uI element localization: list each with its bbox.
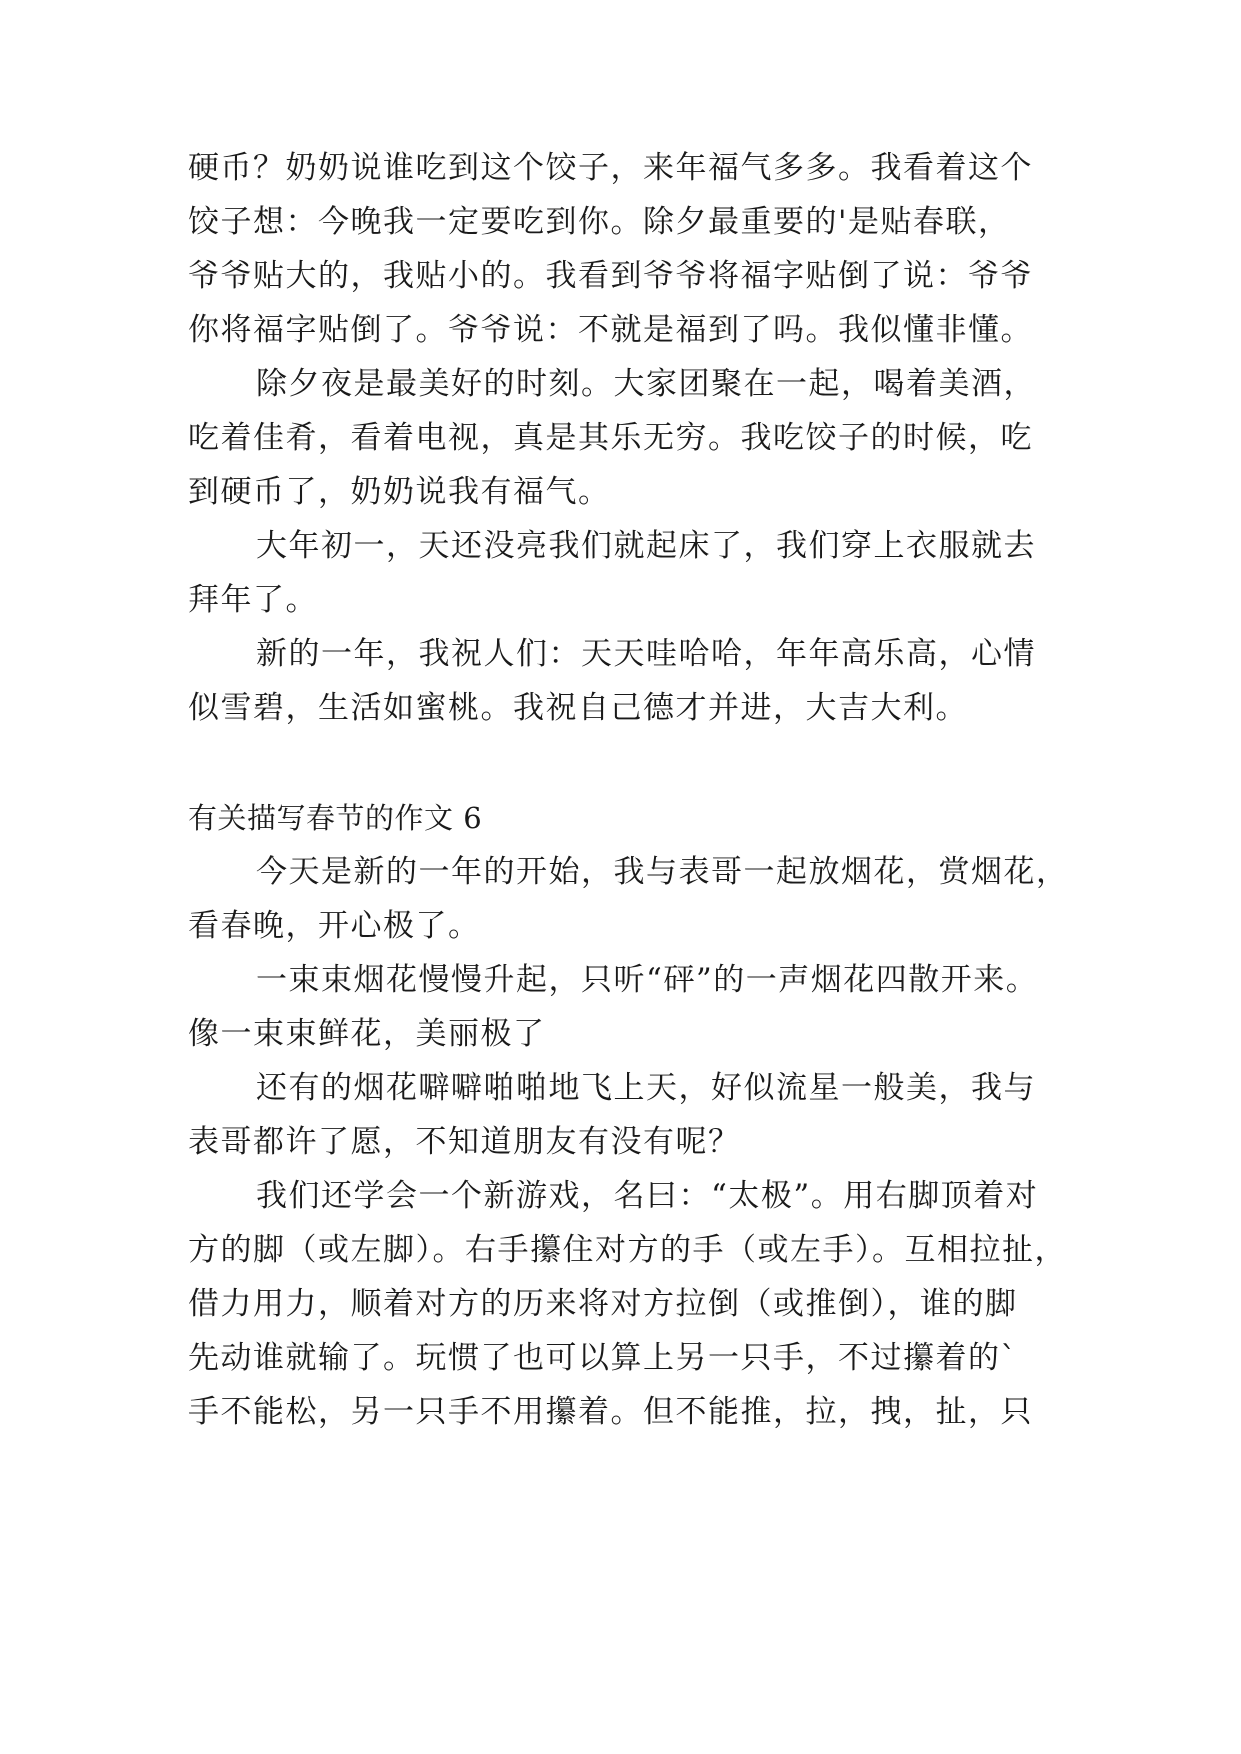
text-line: 新的一年，我祝人们：天天哇哈哈，年年高乐高，心情: [256, 636, 1036, 672]
text-line: 硬币？奶奶说谁吃到这个饺子，来年福气多多。我看着这个: [188, 150, 1033, 186]
text-line: 方的脚（或左脚）。右手攥住对方的手（或左手）。互相拉扯，: [188, 1232, 1067, 1268]
text-line: 爷爷贴大的，我贴小的。我看到爷爷将福字贴倒了说：爷爷: [188, 258, 1033, 294]
text-line: 你将福字贴倒了。爷爷说：不就是福到了吗。我似懂非懂。: [188, 312, 1033, 348]
text-line: 拜年了。: [188, 582, 318, 618]
text-line: 饺子想：今晚我一定要吃到你。除夕最重要的'是贴春联，: [188, 204, 1011, 240]
text-line: 今天是新的一年的开始，我与表哥一起放烟花，赏烟花，: [256, 854, 1069, 890]
text-line: 大年初一，天还没亮我们就起床了，我们穿上衣服就去: [256, 528, 1036, 564]
text-line: 借力用力，顺着对方的历来将对方拉倒（或推倒），谁的脚: [188, 1286, 1018, 1322]
text-line: 表哥都许了愿，不知道朋友有没有呢？: [188, 1124, 741, 1160]
text-line: 手不能松，另一只手不用攥着。但不能推，拉，拽，扯，只: [188, 1394, 1033, 1430]
text-line: 还有的烟花噼噼啪啪地飞上天，好似流星一般美，我与: [256, 1070, 1036, 1106]
section-heading: 有关描写春节的作文 6: [188, 801, 483, 835]
text-line: 一束束烟花慢慢升起，只听“砰”的一声烟花四散开来。: [256, 962, 1039, 998]
text-line: 到硬币了，奶奶说我有福气。: [188, 474, 611, 510]
text-line: 似雪碧，生活如蜜桃。我祝自己德才并进，大吉大利。: [188, 690, 968, 726]
text-line: 先动谁就输了。玩惯了也可以算上另一只手，不过攥着的`: [188, 1340, 1018, 1376]
text-line: 吃着佳肴，看着电视，真是其乐无穷。我吃饺子的时候，吃: [188, 420, 1033, 456]
text-line: 看春晚，开心极了。: [188, 908, 481, 944]
text-line: 我们还学会一个新游戏，名曰：“太极”。用右脚顶着对: [256, 1178, 1039, 1214]
text-line: 像一束束鲜花，美丽极了: [188, 1016, 546, 1052]
text-line: 除夕夜是最美好的时刻。大家团聚在一起，喝着美酒，: [256, 366, 1036, 402]
